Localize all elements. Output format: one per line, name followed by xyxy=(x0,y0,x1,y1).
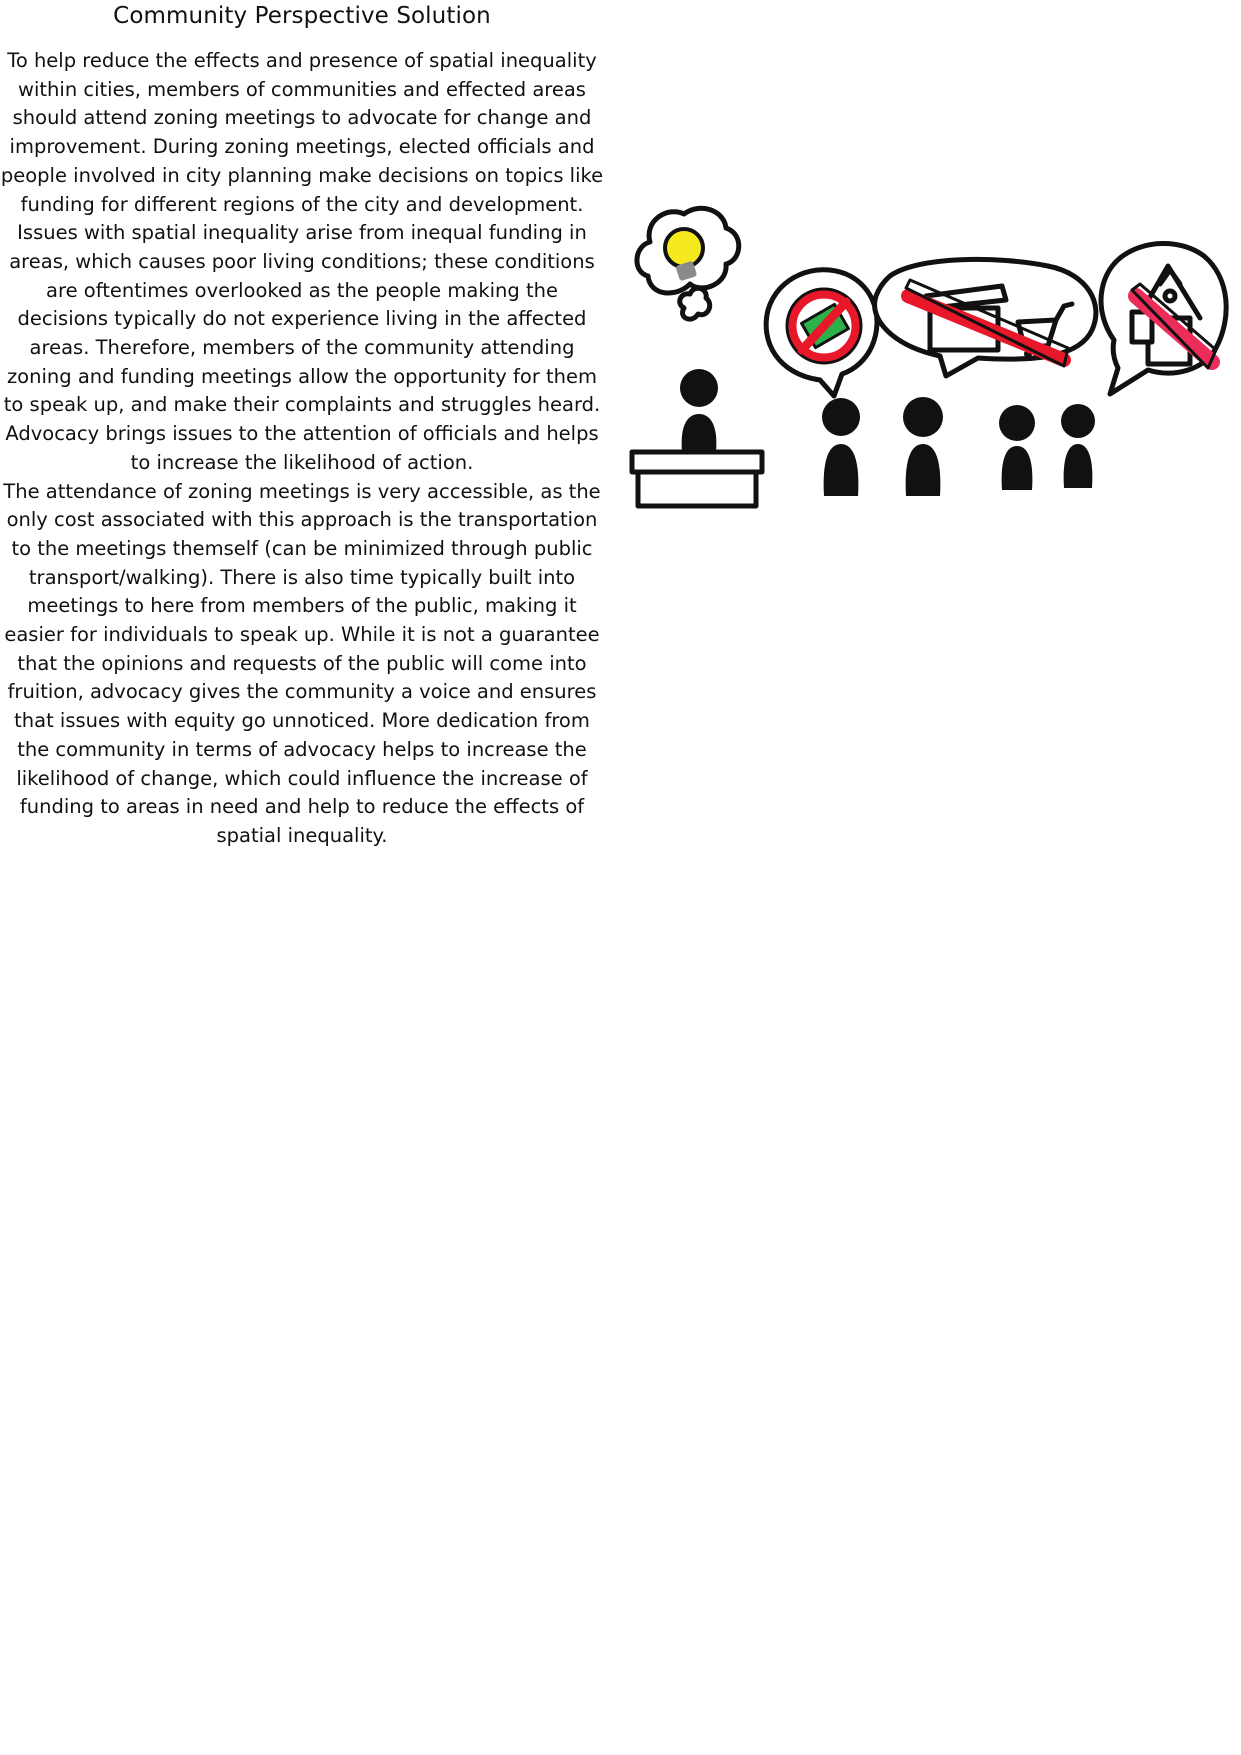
no-school-speech-bubble xyxy=(1101,243,1226,394)
lightbulb-icon xyxy=(665,229,703,280)
advocacy-illustration xyxy=(628,200,1240,540)
speaker-figure xyxy=(680,369,718,452)
text-column xyxy=(0,0,604,851)
podium xyxy=(632,452,762,506)
audience-figure-3 xyxy=(999,405,1035,490)
lightbulb-thought-bubble xyxy=(637,208,739,319)
audience-figure-4 xyxy=(1061,404,1095,488)
no-money-speech-bubble xyxy=(766,270,877,396)
paragraph-2: The attendance of zoning meetings is very accessible, as the only cost associated with this approach is the transportation to the meetings themself (can be minimized through public transport/walking). There is also time typically built into meetings to here from members of the public, making it easier for individuals to speak up. While it is not a guarantee that the opinions and requests of the public will come into fruition, advocacy gives the community a voice and ensures that issues with equity go unnoticed. More dedication from the community in terms of advocacy helps to increase the likelihood of change, which could influence the increase of funding to areas in need and help to reduce the effects of spatial inequality. xyxy=(3,479,601,847)
audience-figure-1 xyxy=(822,398,860,496)
page-title: Community Perspective Solution xyxy=(113,3,491,29)
audience-figure-2 xyxy=(903,397,943,496)
no-shopping-speech-bubble xyxy=(875,259,1096,376)
thought-cloud-small xyxy=(680,288,710,319)
paragraph-1: To help reduce the effects and presence of spatial inequality within cities, members of communities and effected areas should attend zoning meetings to advocate for change and improvement. During zoning meetings, elected officials and people involved in city planning make decisions on topics like funding for different regions of the city and development. Issues with spatial inequality arise from inequal funding in areas, which causes poor living conditions; these conditions are oftentimes overlooked as the people making the decisions typically do not experience living in the affected areas. Therefore, members of the community attending zoning and funding meetings allow the opportunity for them to speak up, and make their complaints and struggles heard. Advocacy brings issues to the attention of officials and helps to increase the likelihood of action. xyxy=(0,49,604,474)
